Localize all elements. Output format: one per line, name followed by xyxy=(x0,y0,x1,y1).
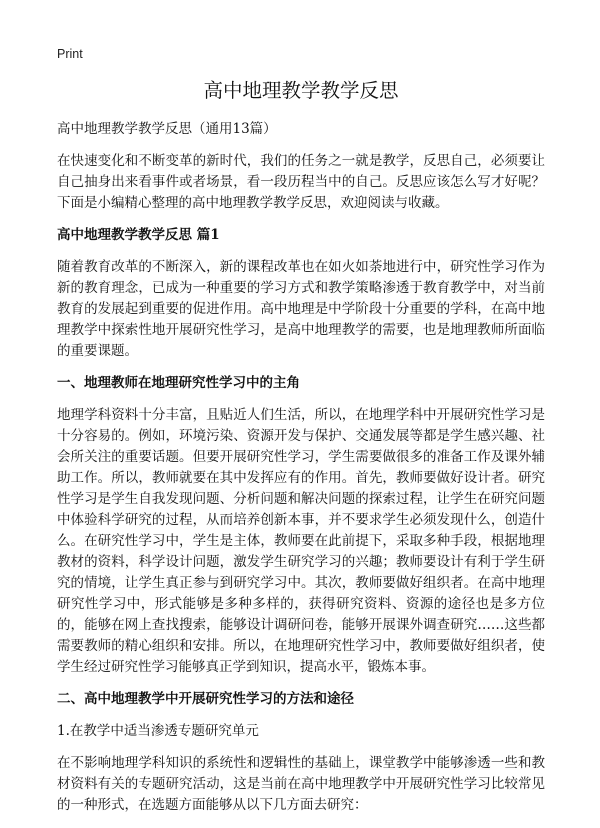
section1-paragraph: 地理学科资料十分丰富，且贴近人们生活，所以，在地理学科中开展研究性学习是十分容易的。例如，环境污染、资源开发与保护、交通发展等都是学生感兴趣、社会所关注的重要话题。但要开展研究性学习，学生需要做很多的准备工作及课外辅助工作。所以，教师就要在其中发挥应有的作用。首先，教师要做好设计者。研究性学习是学生自我发现问题、分析问题和解决问题的探索过程，让学生在研究问题中体验科学研究的过程，从而培养创新本事，并不要求学生必须发现什么，创造什么。在研究性学习中，学生是主体，教师要在此前提下，采取多种手段，根据地理教材的资料，科学设计问题，激发学生研究学习的兴趣；教师要设计有利于学生研究的情境，让学生真正参与到研究学习中。其次，教师要做好组织者。在高中地理研究性学习中，形式能够是多种多样的，获得研究资料、资源的途径也是多方位的，能够在网上查找搜索，能够设计调研问卷，能够开展课外调查研究……这些都需要教师的精心组织和安排。所以，在地理研究性学习中，教师要做好组织者，使学生经过研究性学习能够真正学到知识，提高水平，锻炼本事。 xyxy=(57,407,545,675)
article-paragraph: 随着教育改革的不断深入，新的课程改革也在如火如荼地进行中，研究性学习作为新的教育理念，已成为一种重要的学习方式和教学策略渗透于教育教学中，对当前教育的发展起到重要的促进作用。高中地理是中学阶段十分重要的学科，在高中地理教学中探索性地开展研究性学习，是高中地理教学的需要，也是地理教师所面临的重要课题。 xyxy=(57,259,545,359)
page-title: 高中地理教学教学反思 xyxy=(203,79,399,102)
article-heading: 高中地理教学教学反思 篇1 xyxy=(57,227,220,243)
document-content xyxy=(57,78,545,827)
intro-paragraph: 在快速变化和不断变革的新时代，我们的任务之一就是教学，反思自己，必须要让自己抽身出来看事件或者场景，看一段历程当中的自己。反思应该怎么写才好呢？下面是小编精心整理的高中地理教学教学反思，欢迎阅读与收藏。 xyxy=(57,153,545,211)
print-link[interactable]: Print xyxy=(57,47,83,61)
section2-paragraph: 在不影响地理学科知识的系统性和逻辑性的基础上，课堂教学中能够渗透一些和教材资料有关的专题研究活动，这是当前在高中地理教学中开展研究性学习比较常见的一种形式，在选题方面能够从以下几方面去研究： xyxy=(57,755,545,813)
document-subtitle: 高中地理教学教学反思（通用13篇） xyxy=(57,121,277,137)
section2-heading: 二、高中地理教学中开展研究性学习的方法和途径 xyxy=(57,691,354,707)
section2-item-1: 1.在教学中适当渗透专题研究单元 xyxy=(57,723,259,739)
section1-heading: 一、地理教师在地理研究性学习中的主角 xyxy=(57,375,300,391)
